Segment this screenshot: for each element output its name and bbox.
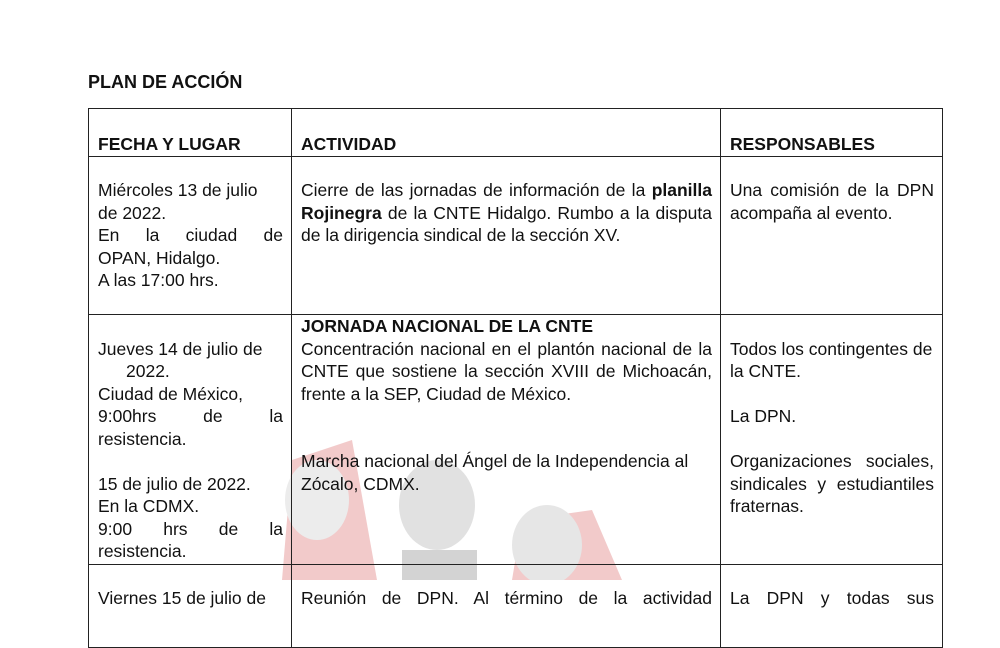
fecha-cell [89, 157, 292, 315]
page-title: PLAN DE ACCIÓN [88, 72, 243, 92]
fecha-line: Jueves 14 de julio de [98, 338, 263, 359]
actividad-text: Marcha nacional del Ángel de la Independencia al Zócalo, CDMX. [301, 451, 689, 494]
fecha-line: resistencia. [98, 541, 187, 561]
fecha-cell [89, 315, 292, 565]
fecha-line: 9:00hrs de la [98, 406, 283, 426]
table-row [89, 157, 943, 315]
actividad-text: Concentración nacional en el plantón nacional de la CNTE que sostiene la sección XVIII de Michoacán, frente a la SEP, Ciudad de México. [301, 338, 712, 404]
responsables-cell [721, 315, 943, 565]
fecha-line: resistencia. [98, 428, 187, 449]
responsables-cell [721, 157, 943, 315]
responsables-text: La DPN y todas sus [730, 588, 934, 608]
fecha-line: Miércoles 13 de julio [98, 180, 258, 200]
actividad-cell [292, 565, 721, 648]
table-header-row [89, 109, 943, 157]
header-responsables: RESPONSABLES [721, 109, 943, 157]
header-fecha-lugar: FECHA Y LUGAR [89, 109, 292, 157]
fecha-line: A las 17:00 hrs. [98, 270, 219, 290]
fecha-line: OPAN, Hidalgo. [98, 247, 221, 268]
fecha-cell [89, 565, 292, 648]
actividad-bold-text: planilla Rojinegra [301, 180, 712, 223]
fecha-line: 9:00 hrs de la [98, 518, 283, 539]
responsables-cell [721, 565, 943, 648]
fecha-line: Viernes 15 de julio de [98, 588, 266, 608]
header-actividad: ACTIVIDAD [292, 109, 721, 157]
table-row [89, 565, 943, 648]
responsables-text: Todos los contingentes de la CNTE. [730, 338, 933, 381]
actividad-text: Reunión de DPN. Al término de la actividad [301, 588, 712, 608]
actividad-text: Cierre de las jornadas de información de la [301, 180, 646, 200]
table-row [89, 315, 943, 565]
responsables-text: Organizaciones sociales, sindicales y estudiantiles fraternas. [730, 451, 934, 516]
action-plan-table [88, 108, 943, 648]
actividad-cell [292, 157, 721, 315]
fecha-line: de 2022. [98, 202, 167, 223]
actividad-cell [292, 315, 721, 565]
responsables-text: La DPN. [730, 406, 797, 426]
fecha-line: Ciudad de México, [98, 383, 243, 404]
actividad-text: de la CNTE Hidalgo. Rumbo a la disputa de la dirigencia sindical de la sección XV. [301, 202, 712, 245]
responsables-text: Una comisión de la DPN acompaña al evento. [730, 180, 934, 223]
fecha-line: 2022. [126, 361, 170, 381]
fecha-line: En la ciudad de [98, 225, 283, 245]
fecha-line: 15 de julio de 2022. [98, 473, 251, 494]
actividad-heading: JORNADA NACIONAL DE LA CNTE [301, 316, 593, 336]
fecha-line: En la CDMX. [98, 496, 200, 516]
